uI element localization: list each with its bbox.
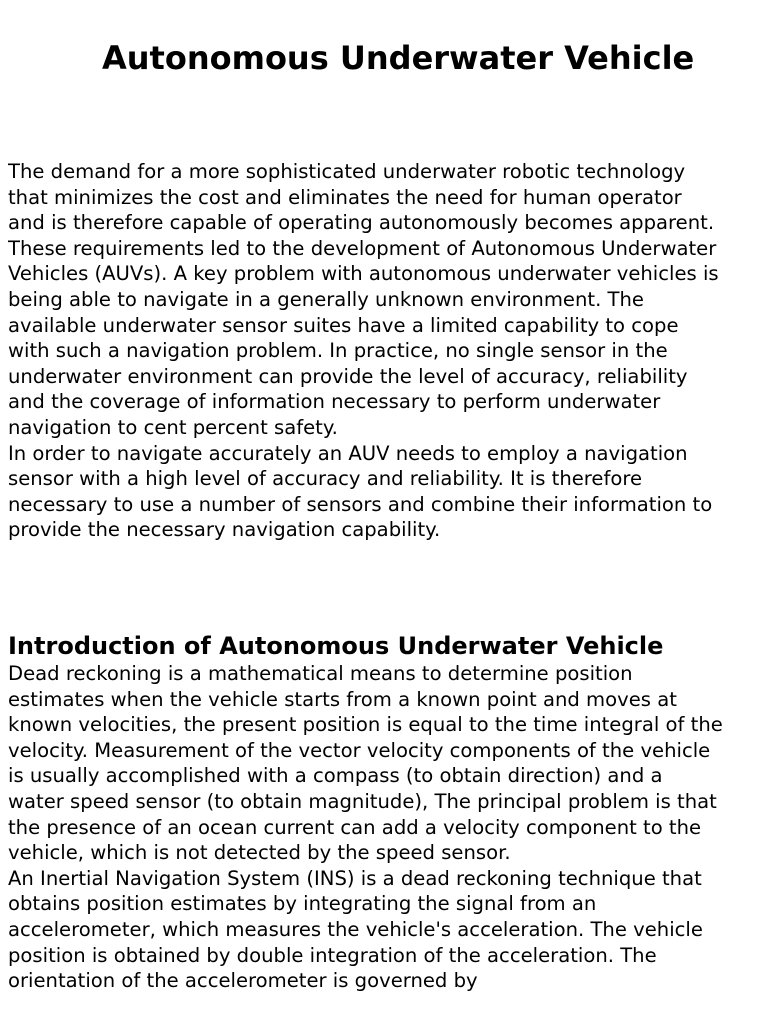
paragraph: The demand for a more sophisticated underwater robotic technology that minimizes the cost and eliminates the need for human operator and is therefore capable of operating autonomously becomes apparent. These requirements led to the development of Autonomous Underwater Vehicles (AUVs). A key problem with autonomous underwater vehicles is being able to navigate in a generally unknown environment. The available underwater sensor suites have a limited capability to cope with such a navigation problem. In practice, no single sensor in the underwater environment can provide the level of accuracy, reliability and the coverage of information necessary to perform underwater navigation to cent percent safety. bbox=[8, 160, 719, 439]
paragraph: In order to navigate accurately an AUV needs to employ a navigation sensor with a high level of accuracy and reliability. It is therefore necessary to use a number of sensors and combine their information to provide the necessary navigation capability. bbox=[8, 441, 713, 542]
page-title: Autonomous Underwater Vehicle bbox=[102, 39, 695, 77]
paragraph: Dead reckoning is a mathematical means to determine position estimates when the vehicle starts from a known point and moves at known velocities, the present position is equal to the time integral of the velocity. Measurement of the vector velocity components of the vehicle is usually accomplished with a compass (to obtain direction) and a water speed sensor (to obtain magnitude), The principal problem is that the presence of an ocean current can add a velocity component to the vehicle, which is not detected by the speed sensor. bbox=[8, 662, 723, 865]
introduction-section bbox=[8, 661, 724, 1024]
section-heading: Introduction of Autonomous Underwater Vehicle bbox=[8, 632, 664, 660]
paragraph: An Inertial Navigation System (INS) is a dead reckoning technique that obtains position estimates by integrating the signal from an accelerometer, which measures the vehicle's acceleration. The vehicle position is obtained by double integration of the acceleration. The orientation of the accelerometer is governed by bbox=[8, 866, 703, 993]
intro-section bbox=[8, 159, 724, 579]
